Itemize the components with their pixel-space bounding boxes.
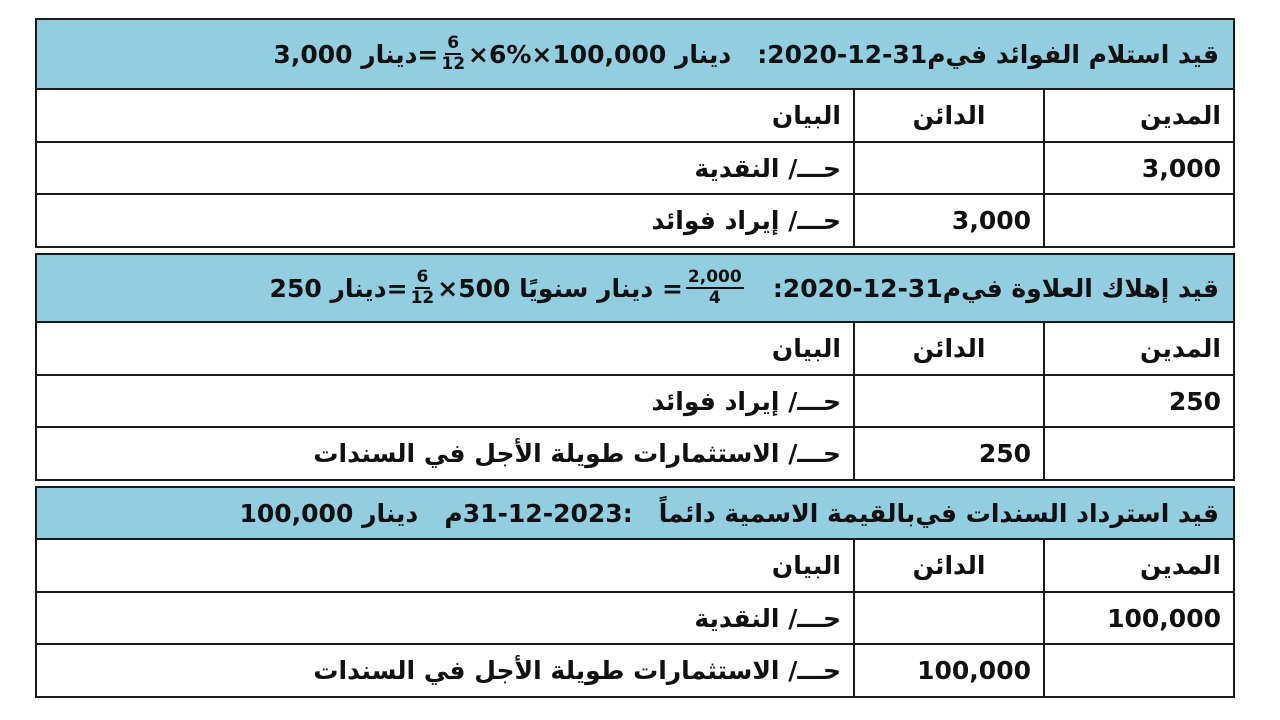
debit-column-header: المدين — [1044, 90, 1233, 142]
debit-column-header: المدين — [1044, 323, 1233, 375]
description-cell: حـــ/ الاستثمارات طويلة الأجل في السندات — [37, 427, 854, 479]
header-title: قيد استلام الفوائد في — [945, 39, 1219, 69]
credit-column-header: الدائن — [854, 323, 1044, 375]
header-calculation: ×6%×100,000 دينار — [468, 39, 732, 69]
description-cell: حـــ/ إيراد فوائد — [37, 375, 854, 427]
header-title: قيد استرداد السندات في — [915, 498, 1219, 528]
header-calculation: ×500 دينار سنويًا = — [437, 273, 683, 303]
table-row — [37, 194, 1233, 246]
header-date: :2020-12-31م — [746, 273, 962, 303]
credit-cell — [854, 375, 1044, 427]
header-equals: = — [386, 273, 408, 303]
header-result: 3,000 دينار — [273, 39, 418, 69]
description-cell: حـــ/ النقدية — [37, 592, 854, 644]
entry-table — [37, 90, 1233, 246]
journal-entry-interest-receipt — [35, 18, 1235, 248]
header-fraction-premium — [686, 268, 744, 308]
header-title: قيد إهلاك العلاوة في — [961, 273, 1219, 303]
debit-cell: 250 — [1044, 375, 1233, 427]
debit-column-header: المدين — [1044, 540, 1233, 592]
debit-cell — [1044, 427, 1233, 479]
fraction-numerator: 6 — [447, 33, 460, 53]
credit-cell — [854, 592, 1044, 644]
table-row — [37, 427, 1233, 479]
fraction-denominator: 12 — [410, 288, 435, 308]
table-header-row — [37, 90, 1233, 142]
credit-cell: 100,000 — [854, 644, 1044, 696]
journal-entry-bond-redemption — [35, 486, 1235, 698]
debit-cell — [1044, 644, 1233, 696]
credit-cell — [854, 142, 1044, 194]
journal-entry-premium-amortization — [35, 253, 1235, 481]
entry-table — [37, 323, 1233, 479]
table-row — [37, 375, 1233, 427]
header-date: :2020-12-31م — [731, 39, 946, 69]
description-column-header: البيان — [37, 90, 854, 142]
header-fraction — [441, 34, 465, 74]
description-column-header: البيان — [37, 323, 854, 375]
header-result: 250 دينار — [269, 273, 387, 303]
table-row — [37, 142, 1233, 194]
debit-cell: 3,000 — [1044, 142, 1233, 194]
fraction-numerator: 2,000 — [687, 267, 742, 287]
fraction-denominator: 4 — [708, 288, 721, 308]
debit-cell: 100,000 — [1044, 592, 1233, 644]
entry-table — [37, 540, 1233, 696]
description-cell: حـــ/ النقدية — [37, 142, 854, 194]
fraction-numerator: 6 — [416, 267, 429, 287]
entry-header — [37, 20, 1233, 90]
debit-cell — [1044, 194, 1233, 246]
table-header-row — [37, 540, 1233, 592]
entry-header — [37, 488, 1233, 540]
entry-header — [37, 255, 1233, 323]
description-cell: حـــ/ إيراد فوائد — [37, 194, 854, 246]
credit-cell: 3,000 — [854, 194, 1044, 246]
table-header-row — [37, 323, 1233, 375]
header-fraction — [411, 268, 435, 308]
table-row — [37, 592, 1233, 644]
credit-column-header: الدائن — [854, 540, 1044, 592]
header-result: 100,000 دينار — [239, 498, 419, 528]
description-column-header: البيان — [37, 540, 854, 592]
header-date: بالقيمة الاسمية دائماً :2023-12-31م — [418, 498, 916, 528]
header-equals: = — [417, 39, 439, 69]
fraction-denominator: 12 — [441, 54, 466, 74]
credit-cell: 250 — [854, 427, 1044, 479]
credit-column-header: الدائن — [854, 90, 1044, 142]
table-row — [37, 644, 1233, 696]
description-cell: حـــ/ الاستثمارات طويلة الأجل في السندات — [37, 644, 854, 696]
